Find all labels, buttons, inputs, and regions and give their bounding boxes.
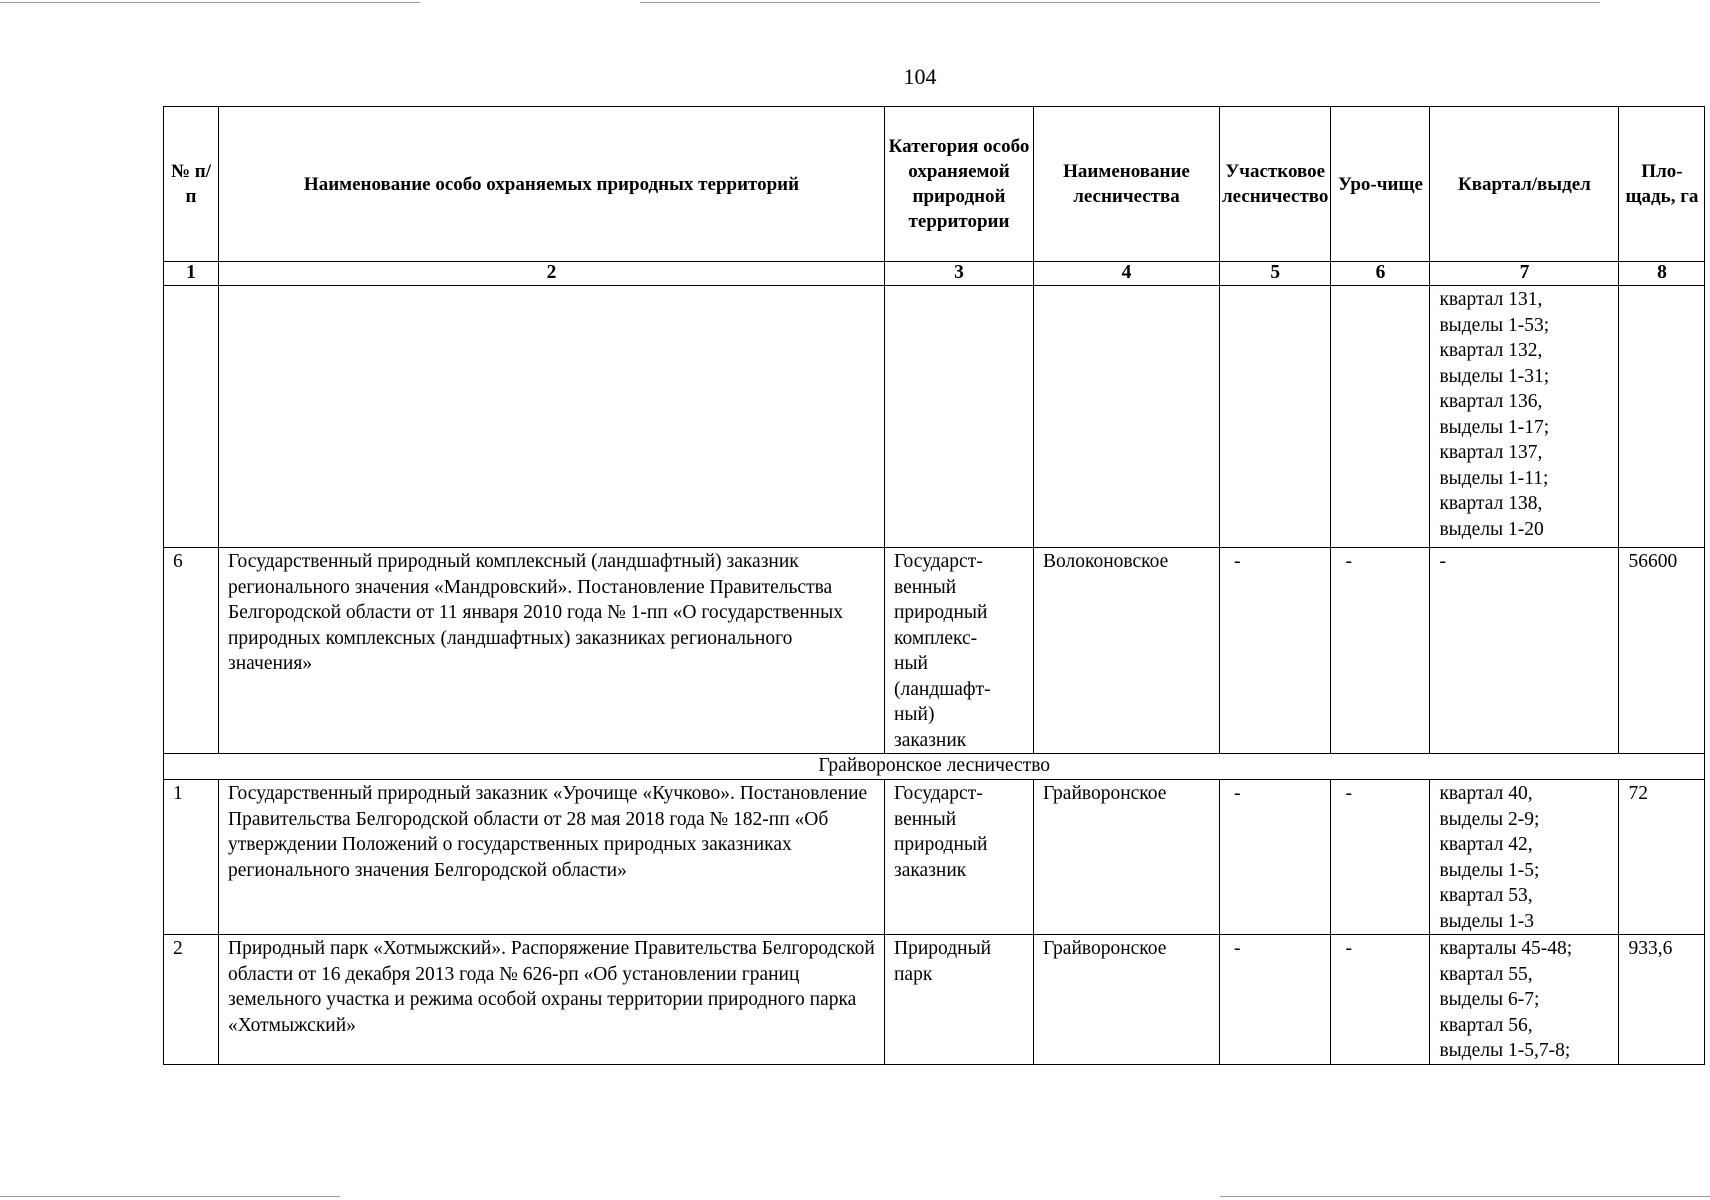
quarter-line: квартал 53, bbox=[1439, 885, 1533, 906]
category-line: природный bbox=[894, 834, 988, 855]
header-number: № п/п bbox=[164, 107, 219, 262]
cell-forestry: Волоконовское bbox=[1034, 548, 1220, 754]
cell-name: Государственный природный комплексный (ландшафтный) заказник регионального значения «Мандровский». Постановление Правительства Белгородской области от 11 января 2010 года № 1-пп «О государственных природных комплексных (ландшафтных) заказниках регионального значения» bbox=[219, 548, 885, 754]
cell-category bbox=[885, 548, 1034, 754]
header-category: Категория особо охраняемой природной территории bbox=[885, 107, 1034, 262]
category-line: венный bbox=[894, 808, 957, 830]
quarter-line: квартал 132, bbox=[1439, 340, 1543, 361]
quarter-line: выделы 1-17; bbox=[1439, 416, 1550, 438]
scan-edge-line bbox=[0, 2, 420, 3]
page-number: 104 bbox=[903, 64, 937, 89]
table-row bbox=[164, 780, 1705, 935]
quarter-line: выделы 1-5; bbox=[1439, 859, 1540, 881]
cell-quarters bbox=[1430, 780, 1619, 935]
cell-tract bbox=[1331, 286, 1430, 548]
protected-areas-table bbox=[163, 106, 1705, 1065]
cell-category bbox=[885, 935, 1034, 1065]
quarter-line: квартал 56, bbox=[1439, 1014, 1533, 1036]
cell-district: - bbox=[1220, 780, 1331, 935]
category-line: ный bbox=[894, 653, 928, 674]
quarter-line: выделы 2-9; bbox=[1439, 808, 1540, 830]
cell-quarters bbox=[1430, 935, 1619, 1065]
quarter-line: выделы 1-3 bbox=[1439, 910, 1535, 932]
category-line: комплекс- bbox=[894, 627, 978, 649]
cell-name: Государственный природный заказник «Урочище «Кучково». Постановление Правительства Белгородской области от 28 мая 2018 года № 182-пп «Об утверждении Положений о государственных природных заказниках регионального значения Белгородской области» bbox=[219, 780, 885, 935]
cell-area bbox=[1619, 286, 1705, 548]
column-number: 6 bbox=[1331, 262, 1430, 286]
quarter-line: кварталы 45-48; bbox=[1439, 938, 1573, 959]
cell-area: 72 bbox=[1619, 780, 1705, 935]
category-line: парк bbox=[894, 963, 933, 985]
column-number: 1 bbox=[164, 262, 219, 286]
category-line: (ландшафт- bbox=[894, 678, 991, 700]
cell-tract: - bbox=[1331, 548, 1430, 754]
cell-forestry bbox=[1034, 286, 1220, 548]
column-number: 3 bbox=[885, 262, 1034, 286]
quarter-line: квартал 42, bbox=[1439, 834, 1533, 855]
quarter-line: выделы 1-5,7-8; bbox=[1439, 1040, 1571, 1061]
cell-forestry: Грайворонское bbox=[1034, 935, 1220, 1065]
cell-area: 933,6 bbox=[1619, 935, 1705, 1065]
header-row bbox=[164, 107, 1705, 262]
table-row bbox=[164, 935, 1705, 1065]
header-area: Пло-щадь, га bbox=[1619, 107, 1705, 262]
column-number: 4 bbox=[1034, 262, 1220, 286]
cell-number: 2 bbox=[164, 935, 219, 1065]
quarter-line: квартал 138, bbox=[1439, 493, 1543, 514]
cell-area: 56600 bbox=[1619, 548, 1705, 754]
cell-name bbox=[219, 286, 885, 548]
category-line: венный bbox=[894, 576, 957, 598]
cell-district bbox=[1220, 286, 1331, 548]
cell-category bbox=[885, 780, 1034, 935]
section-title: Грайворонское лесничество bbox=[164, 754, 1705, 780]
quarter-line: выделы 1-20 bbox=[1439, 518, 1544, 540]
quarter-line: выделы 1-53; bbox=[1439, 314, 1550, 336]
cell-number bbox=[164, 286, 219, 548]
category-line: заказник bbox=[894, 729, 967, 751]
cell-tract: - bbox=[1331, 780, 1430, 935]
quarter-line: выделы 1-11; bbox=[1439, 467, 1549, 489]
scan-edge-line bbox=[1220, 1196, 1710, 1197]
header-quarter: Квартал/выдел bbox=[1430, 107, 1619, 262]
column-number-row bbox=[164, 262, 1705, 286]
registry-table-wrapper bbox=[163, 106, 1705, 1065]
cell-forestry: Грайворонское bbox=[1034, 780, 1220, 935]
column-number: 8 bbox=[1619, 262, 1705, 286]
quarter-line: выделы 6-7; bbox=[1439, 989, 1540, 1010]
category-line: Природный bbox=[894, 938, 992, 959]
header-tract: Уро-чище bbox=[1331, 107, 1430, 262]
column-number: 7 bbox=[1430, 262, 1619, 286]
category-line: ный) bbox=[894, 704, 935, 725]
table-row bbox=[164, 286, 1705, 548]
header-name: Наименование особо охраняемых природных территорий bbox=[219, 107, 885, 262]
quarter-line: квартал 40, bbox=[1439, 783, 1533, 804]
column-number: 5 bbox=[1220, 262, 1331, 286]
category-line: природный bbox=[894, 602, 988, 623]
scan-edge-line bbox=[0, 1196, 340, 1197]
column-number: 2 bbox=[219, 262, 885, 286]
category-line: заказник bbox=[894, 859, 967, 881]
cell-quarters bbox=[1430, 286, 1619, 548]
cell-category bbox=[885, 286, 1034, 548]
cell-district: - bbox=[1220, 935, 1331, 1065]
quarter-line: квартал 136, bbox=[1439, 391, 1543, 412]
cell-tract: - bbox=[1331, 935, 1430, 1065]
table-row bbox=[164, 548, 1705, 754]
quarter-line: квартал 131, bbox=[1439, 289, 1543, 310]
quarter-line: выделы 1-31; bbox=[1439, 365, 1550, 387]
cell-quarters: - bbox=[1430, 548, 1619, 754]
section-row bbox=[164, 754, 1705, 780]
cell-name: Природный парк «Хотмыжский». Распоряжение Правительства Белгородской области от 16 декабря 2013 года № 626-рп «Об установлении границ земельного участка и режима особой охраны территории природного парка «Хотмыжский» bbox=[219, 935, 885, 1065]
category-line: Государст- bbox=[894, 783, 983, 804]
header-district-forestry: Участковое лесничество bbox=[1220, 107, 1331, 262]
quarter-line: квартал 55, bbox=[1439, 963, 1533, 985]
scan-edge-line bbox=[640, 2, 1600, 3]
header-forestry: Наименование лесничества bbox=[1034, 107, 1220, 262]
cell-number: 6 bbox=[164, 548, 219, 754]
cell-district: - bbox=[1220, 548, 1331, 754]
quarter-line: квартал 137, bbox=[1439, 442, 1543, 463]
category-line: Государст- bbox=[894, 551, 983, 572]
cell-number: 1 bbox=[164, 780, 219, 935]
